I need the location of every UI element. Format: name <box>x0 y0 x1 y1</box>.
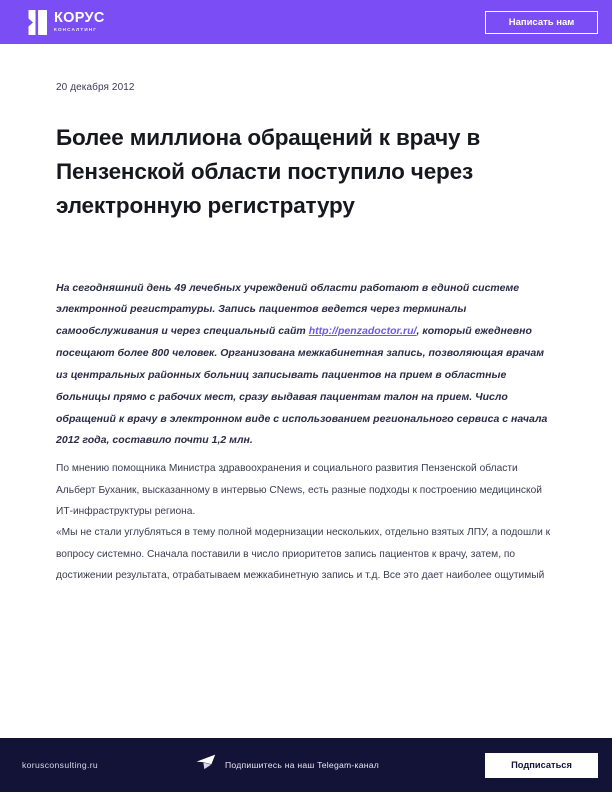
article-lead-part2: , который ежедневно посещают более 800 человек. Организована межкабинетная запись, позволяющая врачам из центральных районных больниц записывать пациентов на прием в областные больницы прямо с рабочих мест, сразу выдавая пациентам талон на прием. Число обращений к врачу в электронном виде с использованием регионального сервиса с начала 2012 года, составило почти 1,2 млн. <box>56 325 548 447</box>
publish-date: 20 декабря 2012 <box>56 82 135 93</box>
article-container <box>0 82 612 587</box>
site-header <box>0 0 612 44</box>
korus-bracket-logo-icon <box>22 10 47 35</box>
brand-logo[interactable] <box>22 10 105 35</box>
brand-name: КОРУС <box>54 10 105 27</box>
penzadoctor-link[interactable]: http://penzadoctor.ru/ <box>308 325 417 338</box>
contact-us-button[interactable]: Написать нам <box>485 11 598 34</box>
telegram-paper-plane-icon <box>196 754 216 776</box>
brand-wordmark <box>54 11 105 33</box>
subscribe-button[interactable]: Подписаться <box>485 753 598 778</box>
footer-website-link[interactable]: korusconsulting.ru <box>22 760 99 770</box>
article-lead-part1: На сегодняшний день 49 лечебных учреждений области работают в единой системе электронной регистратуры. Запись пациентов ведется через терминалы самообслуживания и через специальный сайт <box>56 281 520 338</box>
article-paragraph: «Мы не стали углубляться в тему полной модернизации нескольких, отдельно взятых ЛПУ, а подошли к вопросу системно. Сначала поставили в число приоритетов запись пациентов к врачу, затем, по достижении результата, отрабатываем межкабинетную запись и т.д. Все это дает наиболее ощутимый <box>56 527 551 582</box>
page-title: Более миллиона обращений к врачу в Пензенской области поступило через электронную регистратуру <box>56 125 481 219</box>
site-footer <box>0 738 612 792</box>
telegram-promo[interactable] <box>98 754 477 776</box>
brand-subtitle: КОНСАЛТИНГ <box>54 27 98 33</box>
telegram-promo-text: Подпишитесь на наш Telegam-канал <box>225 760 380 770</box>
article-lead <box>56 278 554 453</box>
article-paragraph: По мнению помощника Министра здравоохранения и социального развития Пензенской области Альберт Буханик, высказанному в интервью CNews, есть разные подходы к построению медицинской ИТ-инфраструктуры региона. <box>56 463 542 518</box>
